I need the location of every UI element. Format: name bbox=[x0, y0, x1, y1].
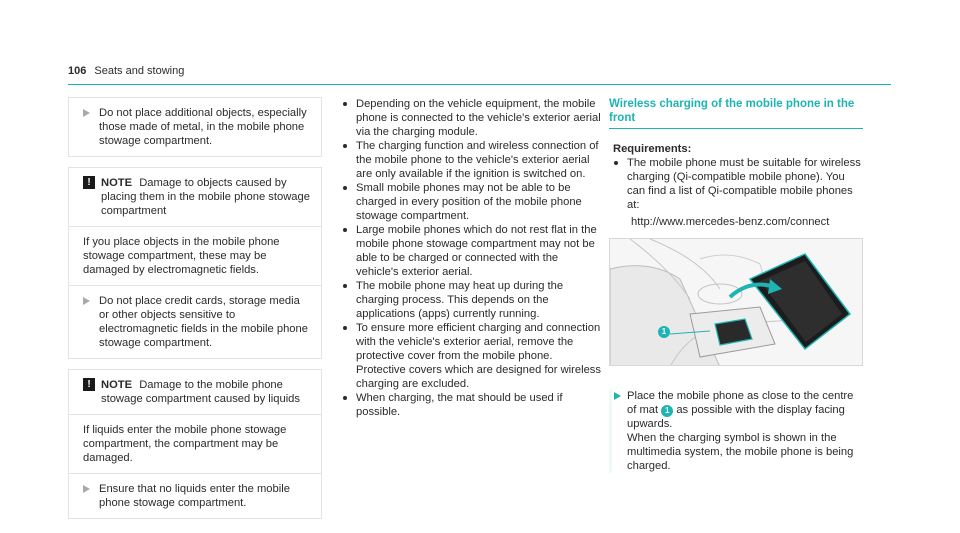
section-heading bbox=[609, 97, 863, 125]
instruction-step bbox=[83, 106, 311, 148]
heading-line-1: Wireless charging of the mobile phone in the bbox=[609, 98, 855, 110]
bullet-icon bbox=[343, 144, 347, 148]
step-text: Do not place credit cards, storage media or other objects sensitive to electromagnetic fields in the mobile phone stowage compartment. bbox=[99, 295, 308, 349]
list-item-text: Depending on the vehicle equipment, the mobile phone is connected to the vehicle's exterior aerial via the charging module. bbox=[356, 98, 601, 138]
list-item-text: To ensure more efficient charging and connection with the vehicle's exterior aerial, remove the protective cover from the mobile phone. Protective covers which are designed for wireless charging are excluded. bbox=[356, 322, 601, 390]
list-item bbox=[342, 321, 602, 391]
arrow-icon bbox=[83, 109, 90, 117]
list-item-text: When charging, the mat should be used if possible. bbox=[356, 392, 563, 418]
note-heading bbox=[83, 378, 311, 406]
middle-column bbox=[342, 97, 602, 419]
left-column bbox=[68, 97, 322, 519]
step-text-cont: as possible with the display facing upwards. bbox=[627, 404, 845, 430]
requirements-title: Requirements: bbox=[613, 143, 692, 155]
note-label: NOTE bbox=[101, 379, 133, 391]
step-text: Do not place additional objects, especially those made of metal, in the mobile phone stowage compartment. bbox=[99, 107, 307, 147]
arrow-icon bbox=[83, 485, 90, 493]
note-body: If you place objects in the mobile phone stowage compartment, these may be damaged by electromagnetic fields. bbox=[83, 236, 280, 276]
bullet-icon bbox=[343, 228, 347, 232]
bullet-list bbox=[342, 97, 602, 419]
note-heading-text: Damage to the mobile phone stowage compartment caused by liquids bbox=[101, 379, 300, 405]
requirements-list bbox=[613, 156, 863, 212]
warning-icon: ! bbox=[83, 176, 95, 189]
instruction-step bbox=[83, 482, 311, 510]
arrow-icon bbox=[614, 392, 621, 400]
instruction-step bbox=[83, 294, 311, 350]
bullet-icon bbox=[343, 284, 347, 288]
note-body: If liquids enter the mobile phone stowage compartment, the compartment may be damaged. bbox=[83, 424, 287, 464]
step-result: When the charging symbol is shown in the multimedia system, the mobile phone is being charged. bbox=[627, 432, 854, 472]
bullet-icon bbox=[343, 396, 347, 400]
note-heading bbox=[83, 176, 311, 218]
step-text: Ensure that no liquids enter the mobile phone stowage compartment. bbox=[99, 483, 290, 509]
arrow-icon bbox=[83, 297, 90, 305]
list-item-text: Small mobile phones may not be able to be charged in every position of the mobile phone stowage compartment. bbox=[356, 182, 582, 222]
list-item bbox=[342, 97, 602, 139]
bullet-icon bbox=[343, 326, 347, 330]
list-item-text: The charging function and wireless connection of the mobile phone to the vehicle's exterior aerial are only available if the ignition is switched on. bbox=[356, 140, 599, 180]
list-item-text: The mobile phone must be suitable for wireless charging (Qi-compatible mobile phone). You can find a list of Qi-compatible mobile phones at: bbox=[627, 157, 861, 211]
note-box-objects bbox=[68, 167, 322, 359]
list-item-text: The mobile phone may heat up during the charging process. This depends on the applications (apps) currently running. bbox=[356, 280, 564, 320]
list-item bbox=[342, 279, 602, 321]
note-box-liquids bbox=[68, 369, 322, 519]
instruction-step bbox=[609, 389, 863, 473]
charging-mat-illustration bbox=[609, 238, 863, 366]
list-item bbox=[342, 223, 602, 279]
list-item-text: Large mobile phones which do not rest flat in the mobile phone stowage compartment may not be able to be charged or connected with the vehicle's exterior aerial. bbox=[356, 224, 597, 278]
heading-divider bbox=[609, 128, 863, 129]
list-item bbox=[342, 391, 602, 419]
note-label: NOTE bbox=[101, 177, 133, 189]
right-column bbox=[609, 97, 863, 473]
list-item bbox=[342, 181, 602, 223]
url-link[interactable]: http://www.mercedes-benz.com/connect bbox=[631, 216, 830, 228]
callout-1-icon: 1 bbox=[661, 405, 673, 417]
header-divider bbox=[68, 84, 891, 85]
step-box bbox=[68, 97, 322, 157]
console-drawing bbox=[610, 239, 863, 366]
page-number: 106 bbox=[68, 65, 87, 77]
list-item bbox=[613, 156, 863, 212]
bullet-icon bbox=[614, 161, 618, 165]
warning-icon: ! bbox=[83, 378, 95, 391]
list-item bbox=[342, 139, 602, 181]
heading-line-2: front bbox=[609, 112, 636, 124]
section-title: Seats and stowing bbox=[94, 65, 185, 77]
bullet-icon bbox=[343, 186, 347, 190]
note-heading-text: Damage to objects caused by placing them in the mobile phone stowage compartment bbox=[101, 177, 310, 217]
bullet-icon bbox=[343, 102, 347, 106]
step-text: Place the mobile phone as close to the centre of mat bbox=[627, 390, 854, 416]
requirements bbox=[609, 142, 863, 229]
callout-1-icon: 1 bbox=[658, 326, 670, 338]
page-header bbox=[68, 64, 184, 78]
